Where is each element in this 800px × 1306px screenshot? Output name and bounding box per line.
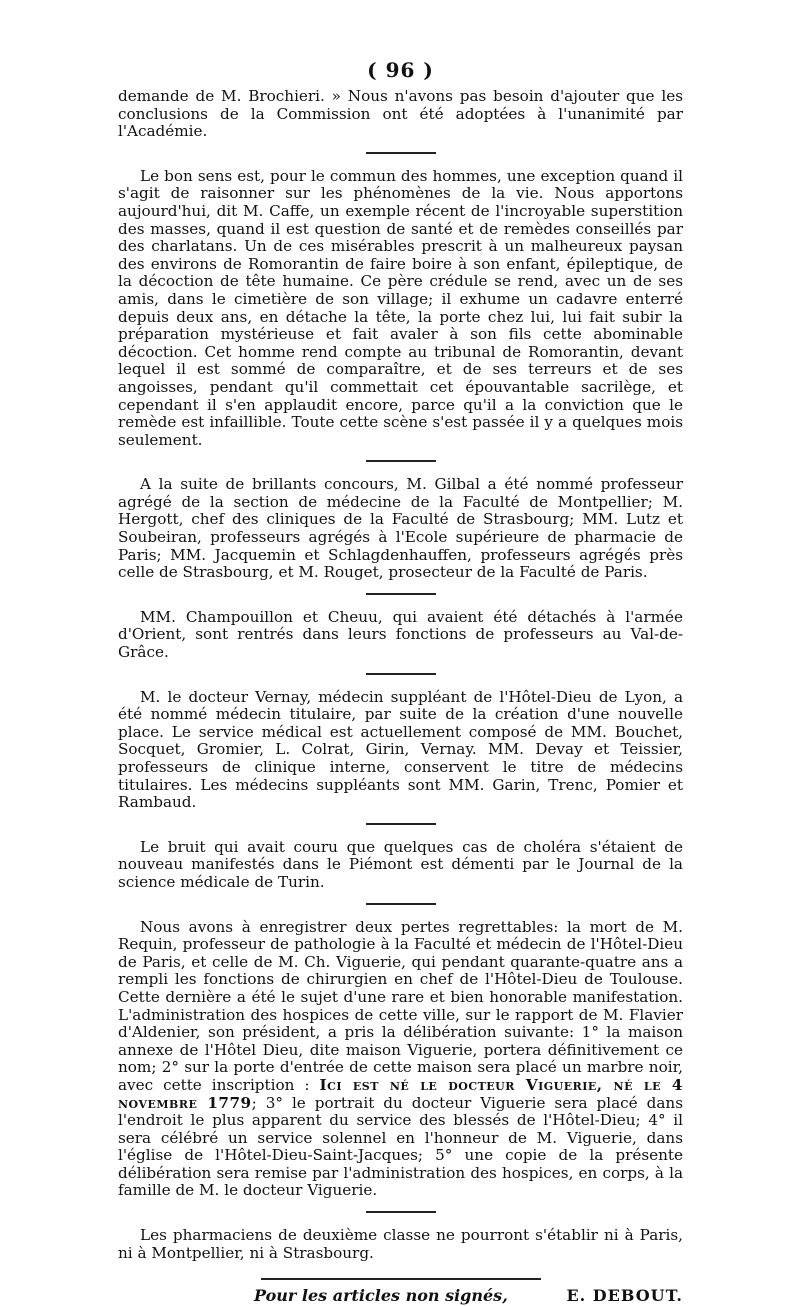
section-divider [366, 460, 436, 462]
section-divider [366, 903, 436, 905]
inscription-text: Ici est né le docteur Viguerie, né le 4 novembre 1779 [118, 1075, 683, 1112]
section-divider [366, 1211, 436, 1213]
paragraph-academie-conclusion: demande de M. Brochieri. » Nous n'avons pas besoin d'ajouter que les conclusions de la Commission ont été adoptées à l'unanimité par l'Académie. [118, 87, 683, 141]
paragraph-pertes-part-a: Nous avons à enregistrer deux pertes regrettables: la mort de M. Requin, professeur de pathologie à la Faculté et médecin de l'Hôtel-Dieu de Paris, et celle de M. Ch. Viguerie, qui pendant quarante-quatre ans a rempli les fonctions de chirurgien en chef de l'Hôtel-Dieu de Toulouse. Cette dernière a été le sujet d'une rare et bien honorable manifestation. L'administration des hospices de cette ville, sur le rapport de M. Flavier d'Aldenier, son président, a pris la délibération suivante: 1° la maison annexe de l'Hôtel Dieu, dite maison Viguerie, portera définitivement ce nom; 2° sur la porte d'entrée de cette maison sera placé un marbre noir, avec cette inscription : [118, 917, 683, 1094]
signature-author: E. DEBOUT. [566, 1286, 683, 1306]
signature-line [118, 1286, 683, 1306]
paragraph-hotel-dieu-lyon: M. le docteur Vernay, médecin suppléant de l'Hôtel-Dieu de Lyon, a été nommé médecin titulaire, par suite de la création d'une nouvelle place. Le service médical est actuellement composé de MM. Bouchet, Socquet, Gromier, L. Colrat, Girin, Vernay. MM. Devay et Teissier, professeurs de clinique interne, conservent le titre de médecins titulaires. Les médecins suppléants sont MM. Garin, Trenc, Pomier et Rambaud. [118, 687, 683, 812]
paragraph-superstition: Le bon sens est, pour le commun des hommes, une exception quand il s'agit de raisonner sur les phénomènes de la vie. Nous apportons aujourd'hui, dit M. Caffe, un exemple récent de l'incroyable superstition des masses, quand il est question de santé et de remèdes conseillés par des charlatans. Un de ces misérables prescrit à un malheureux paysan des environs de Romorantin de faire boire à son enfant, épileptique, de la décoction de tête humaine. Ce père crédule se rend, avec un de ses amis, dans le cimetière de son village; il exhume un cadavre enterré depuis deux ans, en détache la tête, la porte chez lui, lui fait subir la préparation mystérieuse et fait avaler à son fils cette abominable décoction. Cet homme rend compte au tribunal de Romorantin, devant lequel il est sommé de comparaître, et de ses terreurs et de ses angoisses, pendant qu'il commettait cet épouvantable sacrilège, et cependant il s'en applaudit encore, parce qu'il a la conviction que le remède est infaillible. Toute cette scène s'est passée il y a quelques mois seulement. [118, 166, 683, 449]
section-divider [366, 152, 436, 154]
signature-note: Pour les articles non signés, [254, 1286, 508, 1306]
page-number: ( 96 ) [367, 58, 434, 82]
paragraph-cholera: Le bruit qui avait couru que quelques cas de choléra s'étaient de nouveau manifestés dans le Piémont est démenti par le Journal de la science médicale de Turin. [118, 837, 683, 891]
section-divider [366, 593, 436, 595]
signature-divider [261, 1278, 541, 1280]
paragraph-val-de-grace: MM. Champouillon et Cheuu, qui avaient été détachés à l'armée d'Orient, sont rentrés dans leurs fonctions de professeurs au Val-de-Grâce. [118, 607, 683, 662]
section-divider [366, 673, 436, 675]
paragraph-concours: A la suite de brillants concours, M. Gilbal a été nommé professeur agrégé de la section de médecine de la Faculté de Montpellier; M. Hergott, chef des cliniques de la Faculté de Strasbourg; MM. Lutz et Soubeiran, professeurs agrégés à l'Ecole supérieure de pharmacie de Paris; MM. Jacquemin et Schlagdenhauffen, professeurs agrégés près celle de Strasbourg, et M. Rouget, prosecteur de la Faculté de Paris. [118, 475, 683, 582]
paragraph-pertes-part-b: ; 3° le portrait du docteur Viguerie sera placé dans l'endroit le plus apparent du service des blessés de l'Hôtel-Dieu; 4° il sera célébré un service solennel en l'honneur de M. Viguerie, dans l'église de l'Hôtel-Dieu-Saint-Jacques; 5° une copie de la présente délibération sera remise par l'administration des hospices, en corps, à la famille de M. le docteur Viguerie. [118, 1093, 683, 1200]
section-divider [366, 823, 436, 825]
paragraph-pertes [118, 919, 683, 1201]
document-page [118, 58, 683, 1306]
paragraph-pharmaciens: Les pharmaciens de deuxième classe ne pourront s'établir ni à Paris, ni à Montpellier, ni à Strasbourg. [118, 1226, 683, 1262]
